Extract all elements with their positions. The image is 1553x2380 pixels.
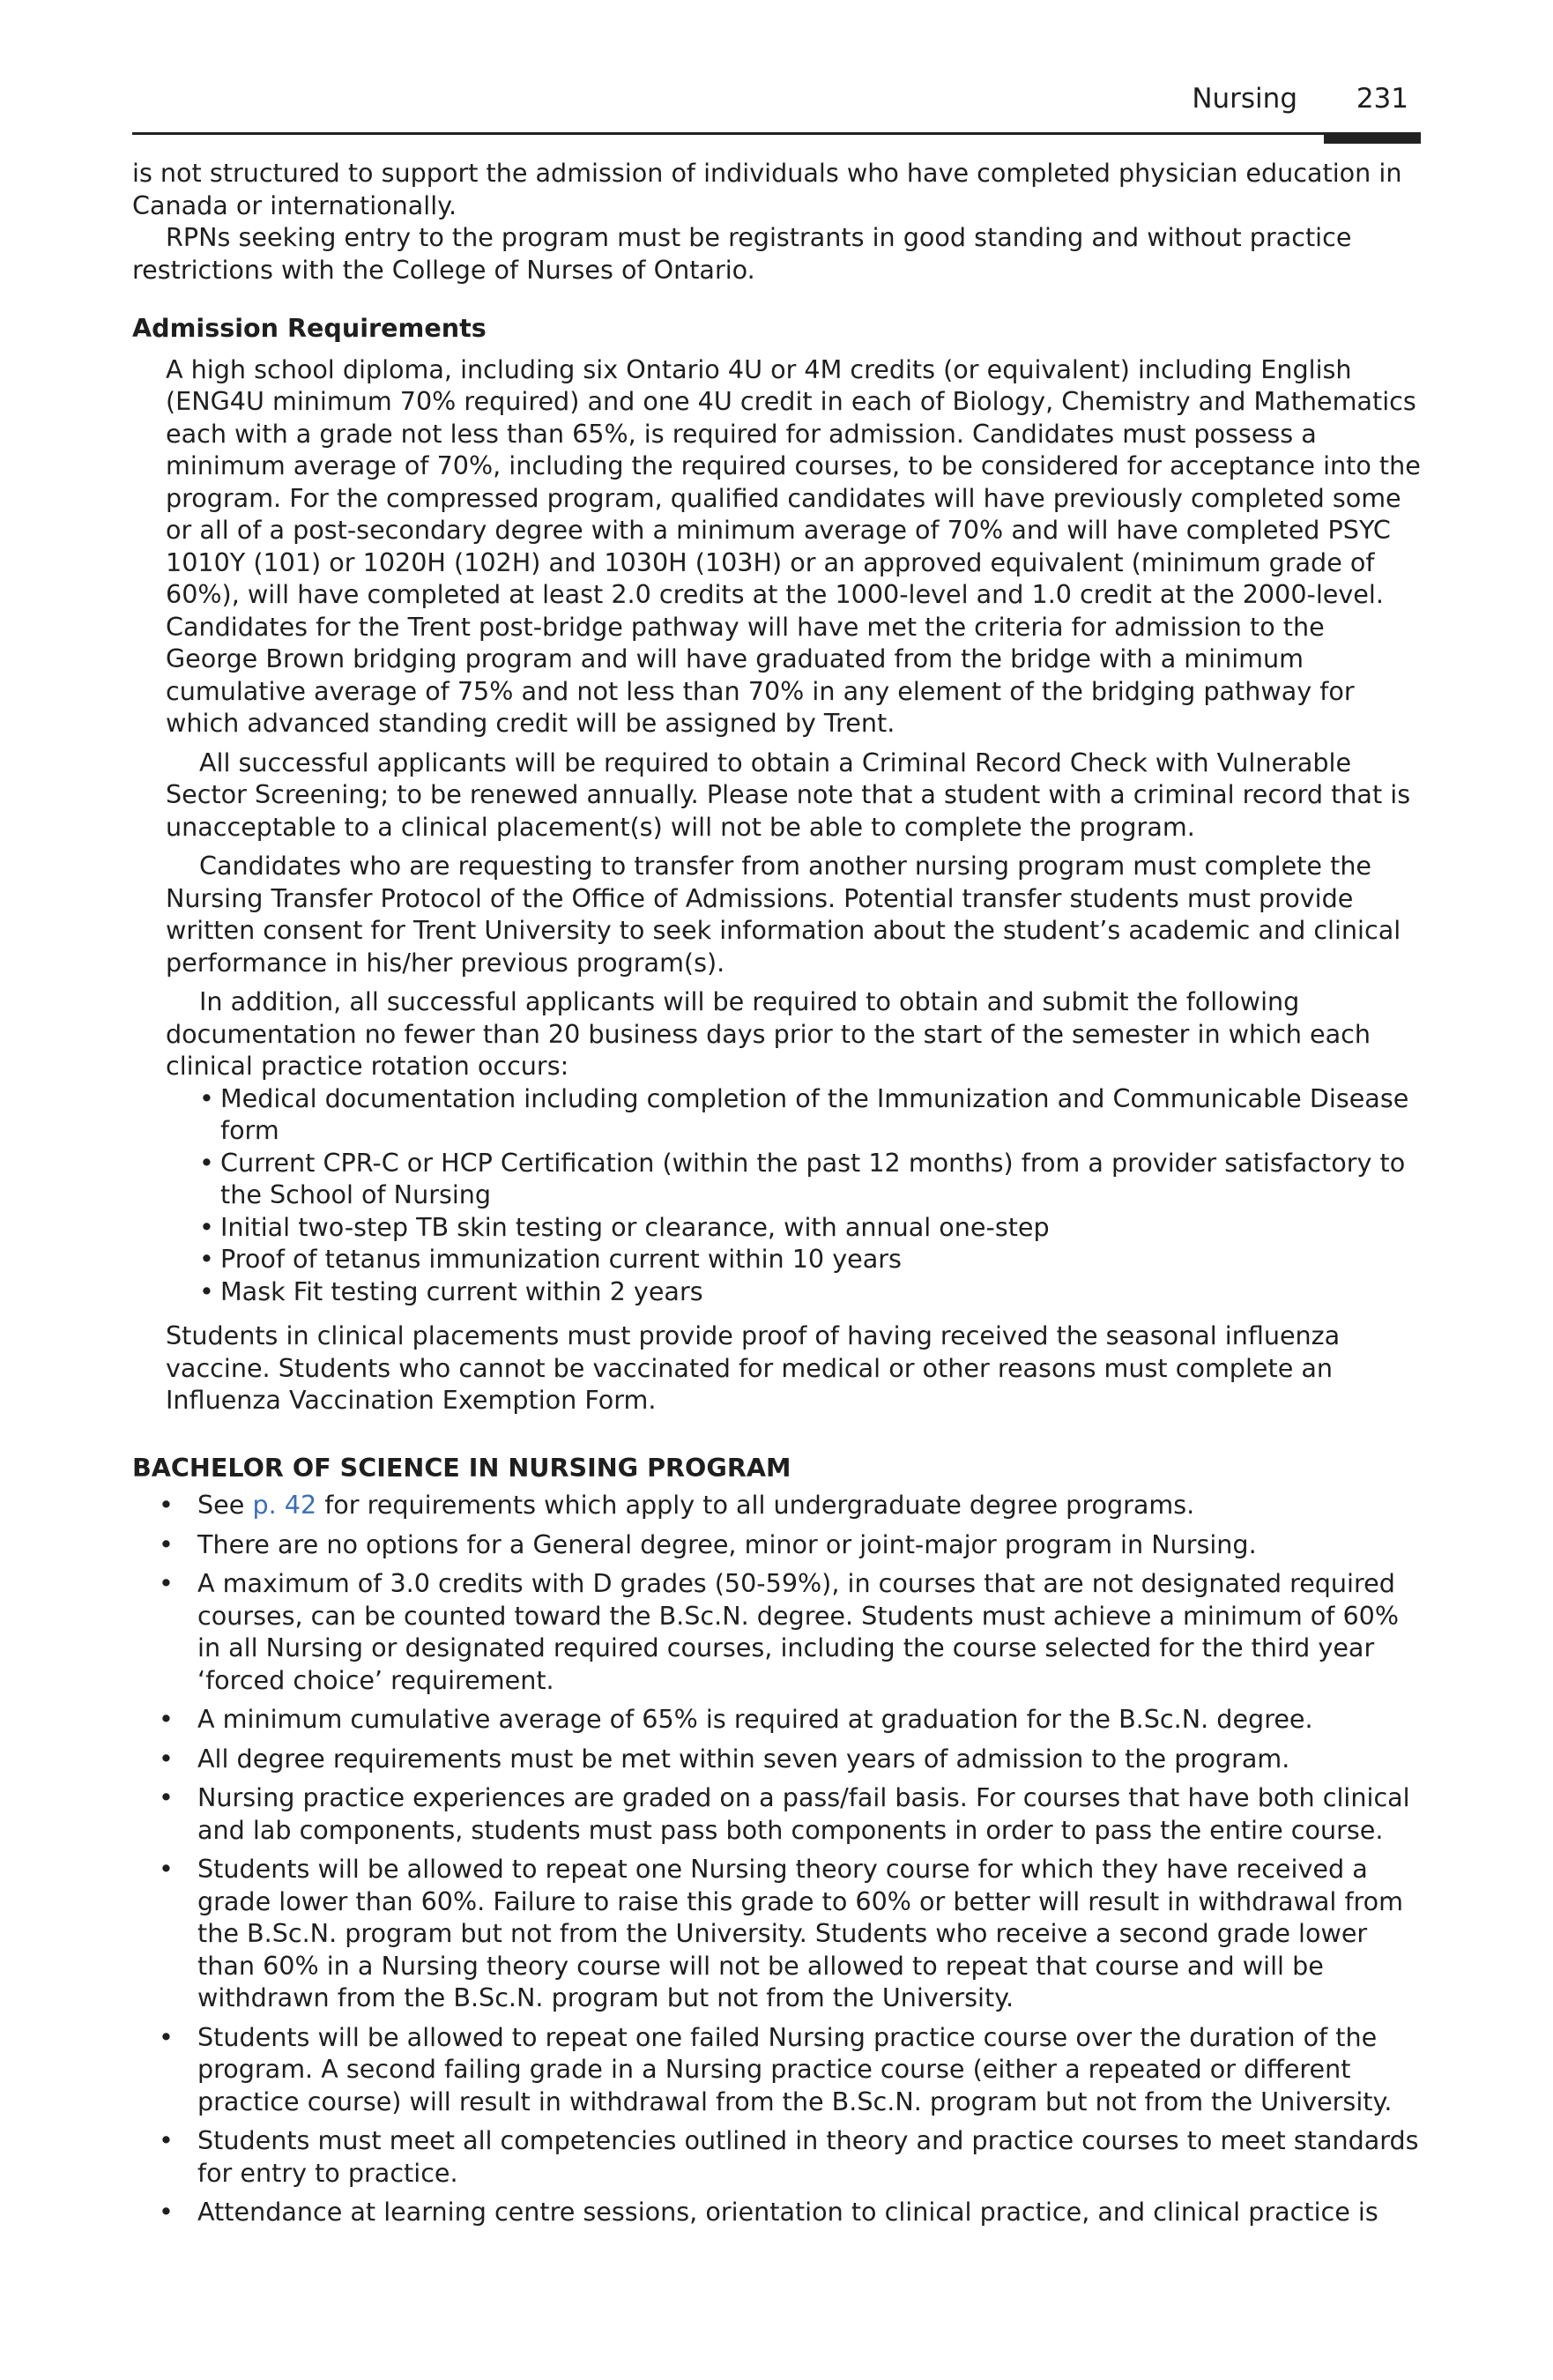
list-item: • All degree requirements must be met within seven years of admission to the program. (197, 1743, 1421, 1775)
intro-paragraph: is not structured to support the admission of individuals who have completed physician education in Canada or internationally. (132, 158, 1402, 220)
header-tab-bar (1324, 135, 1421, 144)
list-item (197, 1489, 1421, 1521)
list-item: • Mask Fit testing current within 2 years (220, 1276, 1421, 1308)
admission-paragraph: Students in clinical placements must provide proof of having received the seasonal influenza vaccine. Students who cannot be vaccinated for medical or other reasons must complete an Influenza Vaccination Exemption Form. (166, 1320, 1341, 1415)
admission-paragraph: A high school diploma, including six Ontario 4U or 4M credits (or equivalent) including English (ENG4U minimum 70% required) and one 4U credit in each of Biology, Chemistry and Mathematics each with a grade not less than 65%, is required for admission. Candidates must possess a minimum average of 70%, including the required courses, to be considered for acceptance into the program. For the compressed program, qualified candidates will have previously completed some or all of a post-secondary degree with a minimum average of 70% and will have completed PSYC 1010Y (101) or 1020H (102H) and 1030H (103H) or an approved equivalent (minimum grade of 60%), will have completed at least 2.0 credits at the 1000-level and 1.0 credit at the 2000-level. Candidates for the Trent post-bridge pathway will have met the criteria for admission to the George Brown bridging program and will have graduated from the bridge with a minimum cumulative average of 75% and not less than 70% in any element of the bridging pathway for which advanced standing credit will be assigned by Trent. (166, 353, 1421, 738)
documentation-list (166, 1082, 1421, 1308)
admission-heading: Admission Requirements (132, 313, 487, 343)
bsn-requirements-list (132, 1489, 1421, 2228)
list-item: • Students will be allowed to repeat one Nursing theory course for which they have received a grade lower than 60%. Failure to raise this grade to 60% or better will result in withdrawal from the B.Sc.N. program but not from the University. Students who receive a second grade lower than 60% in a Nursing theory course will not be allowed to repeat that course and will be withdrawn from the B.Sc.N. program but not from the University. (197, 1853, 1421, 2014)
list-item: • Initial two-step TB skin testing or clearance, with annual one-step (220, 1211, 1421, 1244)
list-item: • There are no options for a General degree, minor or joint-major program in Nursing. (197, 1528, 1421, 1561)
page-link[interactable]: p. 42 (252, 1490, 317, 1520)
list-item: • Students will be allowed to repeat one failed Nursing practice course over the duration of the program. A second failing grade in a Nursing practice course (either a repeated or different practice course) will result in withdrawal from the B.Sc.N. program but not from the University. (197, 2021, 1421, 2118)
list-item: • Nursing practice experiences are graded on a pass/fail basis. For courses that have both clinical and lab components, students must pass both components in order to pass the entire course. (197, 1781, 1421, 1846)
list-item: • Students must meet all competencies outlined in theory and practice courses to meet standards for entry to practice. (197, 2124, 1421, 2189)
admission-section (166, 353, 1421, 1417)
list-item: • Medical documentation including completion of the Immunization and Communicable Disease form (220, 1082, 1421, 1147)
page-number: 231 (1356, 83, 1408, 115)
list-item-text: See (197, 1490, 253, 1520)
admission-paragraph: All successful applicants will be required to obtain a Criminal Record Check with Vulnerable Sector Screening; to be renewed annually. Please note that a student with a criminal record that is unacceptable to a clinical placement(s) will not be able to complete the program. (166, 747, 1411, 842)
list-item: • Attendance at learning centre sessions, orientation to clinical practice, and clinical practice is (197, 2196, 1421, 2228)
page-body (132, 157, 1421, 2235)
running-header (132, 79, 1421, 135)
list-item: • Current CPR-C or HCP Certification (within the past 12 months) from a provider satisfactory to the School of Nursing (220, 1147, 1421, 1211)
admission-paragraph: Candidates who are requesting to transfer from another nursing program must complete the Nursing Transfer Protocol of the Office of Admissions. Potential transfer students must provide written consent for Trent University to seek information about the student’s academic and clinical performance in his/her previous program(s). (166, 851, 1401, 978)
intro-paragraph: RPNs seeking entry to the program must be registrants in good standing and without practice restrictions with the College of Nurses of Ontario. (132, 222, 1352, 285)
bsn-heading: BACHELOR OF SCIENCE IN NURSING PROGRAM (132, 1452, 791, 1483)
list-item: • A maximum of 3.0 credits with D grades (50-59%), in courses that are not designated required courses, can be counted toward the B.Sc.N. degree. Students must achieve a minimum of 60% in all Nursing or designated required courses, including the course selected for the third year ‘forced choice’ requirement. (197, 1567, 1421, 1696)
list-item: • Proof of tetanus immunization current within 10 years (220, 1243, 1421, 1276)
list-item-text: for requirements which apply to all undergraduate degree programs. (316, 1490, 1195, 1520)
admission-paragraph: In addition, all successful applicants will be required to obtain and submit the following documentation no fewer than 20 business days prior to the start of the semester in which each clinical practice rotation occurs: (166, 986, 1371, 1081)
list-item: • A minimum cumulative average of 65% is required at graduation for the B.Sc.N. degree. (197, 1703, 1421, 1736)
section-title: Nursing (1192, 83, 1297, 115)
